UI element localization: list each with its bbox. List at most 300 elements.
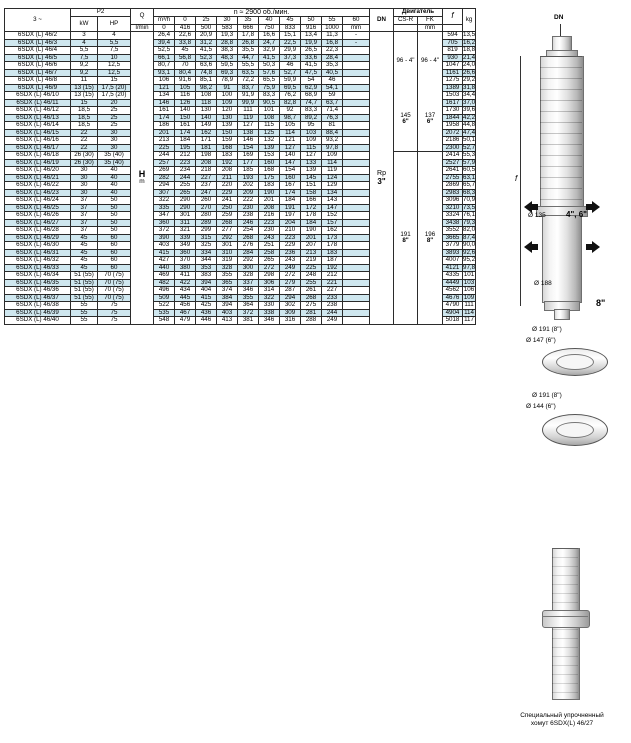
row-hp: 15: [98, 77, 131, 85]
csr-cell-1: [394, 32, 418, 152]
row-hp: 4: [98, 32, 131, 40]
row-q-2: 425: [196, 302, 217, 310]
row-q-8: 114: [322, 159, 343, 167]
row-kw: 15: [71, 99, 98, 107]
row-kg: 52,7: [463, 143, 476, 151]
row-q-1: 411: [175, 272, 196, 280]
row-q-2: 74,8: [196, 69, 217, 77]
row-hp: 12,5: [98, 62, 131, 70]
row-q-8: 93,2: [322, 137, 343, 145]
row-model: 6SDX (L) 46/8: [5, 77, 71, 85]
row-f: 1844: [443, 114, 463, 122]
row-q-0: 244: [154, 152, 175, 160]
row-q-8: 40,5: [322, 69, 343, 77]
motor-body: [542, 215, 582, 303]
row-q-7: 74,7: [301, 99, 322, 107]
row-hp: 70 (75): [98, 287, 131, 295]
row-f: 2869: [443, 182, 463, 190]
row-q-8: 124: [322, 174, 343, 182]
row-kw: 26 (30): [71, 152, 98, 160]
row-model: 6SDX (L) 46/26: [5, 212, 71, 220]
row-q-6: 29,9: [280, 47, 301, 55]
row-q-7: 62,9: [301, 84, 322, 92]
row-model: 6SDX (L) 46/29: [5, 234, 71, 242]
row-kg: 79,3: [463, 218, 476, 226]
row-q-6: 210: [280, 227, 301, 235]
row-kg: 70,9: [463, 196, 476, 204]
header-h: H: [138, 168, 146, 179]
row-q-5: 65,5: [259, 77, 280, 85]
row-q-7: 184: [301, 219, 322, 227]
row-f: 3552: [443, 227, 463, 235]
row-q-2: 325: [196, 242, 217, 250]
row-q-0: 121: [154, 84, 175, 92]
row-q-8: 35,3: [322, 62, 343, 70]
row-q-8: 152: [322, 212, 343, 220]
row-q-6: 46: [280, 62, 301, 70]
row-q-8: 227: [322, 287, 343, 295]
row-q-0: 161: [154, 107, 175, 115]
row-q-9: -: [343, 32, 370, 40]
row-q-1: 161: [175, 122, 196, 130]
row-hp: 50: [98, 212, 131, 220]
row-q-5: 160: [259, 159, 280, 167]
row-q-3: 159: [217, 137, 238, 145]
row-q-5: 314: [259, 287, 280, 295]
row-f: 1617: [443, 99, 463, 107]
row-f: 2983: [443, 189, 463, 197]
row-q-9: [343, 144, 370, 152]
row-q-6: 140: [280, 152, 301, 160]
specification-table: [4, 8, 476, 325]
row-f: 4904: [443, 309, 463, 317]
row-q-7: 225: [301, 264, 322, 272]
row-q-5: 57,6: [259, 69, 280, 77]
row-q-4: 83,7: [238, 84, 259, 92]
row-kg: 111: [464, 301, 474, 309]
row-q-5: 168: [259, 167, 280, 175]
row-q-7: 172: [301, 204, 322, 212]
row-model: 6SDX (L) 46/15: [5, 129, 71, 137]
row-q-3: 139: [217, 122, 238, 130]
row-hp: 40: [98, 182, 131, 190]
header-csr-mm: mm: [343, 24, 370, 32]
row-kg: 26,6: [463, 68, 476, 76]
dn-top-label: DN: [554, 14, 564, 21]
row-q-7: 158: [301, 189, 322, 197]
flange-drawing-1: [512, 326, 622, 380]
row-q-2: 149: [196, 122, 217, 130]
row-q-4: 292: [238, 257, 259, 265]
row-q-3: 120: [217, 107, 238, 115]
row-model: 6SDX (L) 46/13: [5, 114, 71, 122]
row-q-3: 220: [217, 182, 238, 190]
row-q-8: 157: [322, 219, 343, 227]
flange2-outer-diameter-label: Ø 191 (8"): [532, 392, 562, 399]
row-q-5: 83,3: [259, 92, 280, 100]
row-q-6: 114: [280, 129, 301, 137]
row-q-2: 446: [196, 317, 217, 325]
row-q-0: 440: [154, 264, 175, 272]
fk-cell-1: [418, 32, 443, 152]
row-kg: 92,6: [463, 248, 476, 256]
row-q-6: 121: [280, 137, 301, 145]
row-q-5: 223: [259, 219, 280, 227]
row-model: 6SDX (L) 46/6: [5, 62, 71, 70]
csr-val-2b: 8": [402, 237, 409, 245]
row-kw: 51 (55): [71, 272, 98, 280]
row-q-6: 294: [280, 294, 301, 302]
csr-val-2: 191: [400, 230, 411, 238]
table-row: [5, 32, 476, 40]
reinforced-clamp-drawing: [508, 548, 626, 708]
row-model: 6SDX (L) 46/5: [5, 54, 71, 62]
row-q-1: 234: [175, 167, 196, 175]
row-q-0: 522: [154, 302, 175, 310]
row-f: 705: [443, 39, 463, 47]
row-q-6: 174: [280, 189, 301, 197]
row-kw: 22: [71, 144, 98, 152]
row-kw: 45: [71, 234, 98, 242]
row-q-7: 13,4: [301, 32, 322, 40]
header-motor: Двигатель: [394, 9, 443, 17]
q2-col-1: 416: [175, 24, 196, 32]
row-q-7: 151: [301, 182, 322, 190]
row-f: 2300: [443, 144, 463, 152]
row-q-9: [343, 92, 370, 100]
row-q-8: 81: [322, 122, 343, 130]
row-model: 6SDX (L) 46/36: [5, 287, 71, 295]
row-q-2: 140: [196, 114, 217, 122]
row-q-7: 103: [301, 129, 322, 137]
q-col-2: 30: [217, 17, 238, 25]
row-hp: 50: [98, 204, 131, 212]
row-model: 6SDX (L) 46/12: [5, 107, 71, 115]
row-q-5: 41,5: [259, 54, 280, 62]
size-4-6-label: 4", 6": [566, 210, 587, 219]
row-q-8: 134: [322, 189, 343, 197]
row-q-3: 130: [217, 114, 238, 122]
pump-stage-lines: [540, 56, 582, 206]
q2-col-5: 750: [259, 24, 280, 32]
header-kg: kg: [463, 9, 476, 32]
row-q-4: 55,5: [238, 62, 259, 70]
clamp-caption-line2: хомут 6SDX(L) 46/27: [530, 720, 594, 728]
row-q-6: 249: [280, 264, 301, 272]
header-fk: FK: [418, 17, 443, 25]
row-q-2: 130: [196, 107, 217, 115]
row-q-7: 219: [301, 257, 322, 265]
row-kw: 30: [71, 174, 98, 182]
row-q-5: 101: [259, 107, 280, 115]
row-q-5: 251: [259, 242, 280, 250]
row-f: 4007: [443, 257, 463, 265]
row-q-1: 140: [175, 107, 196, 115]
row-q-3: 28,8: [217, 39, 238, 47]
row-q-0: 201: [154, 129, 175, 137]
row-q-6: 191: [280, 204, 301, 212]
row-q-9: [343, 84, 370, 92]
row-q-1: 255: [175, 182, 196, 190]
row-q-6: 92: [280, 107, 301, 115]
row-q-3: 59,5: [217, 62, 238, 70]
row-q-1: 22,6: [175, 32, 196, 40]
row-q-0: 52,5: [154, 47, 175, 55]
row-q-2: 353: [196, 264, 217, 272]
row-q-6: 197: [280, 212, 301, 220]
row-f: 4562: [443, 287, 463, 295]
row-q-5: 75,9: [259, 84, 280, 92]
row-q-5: 265: [259, 257, 280, 265]
row-q-6: 76,2: [280, 92, 301, 100]
row-hp: 25: [98, 114, 131, 122]
row-q-0: 93,1: [154, 69, 175, 77]
row-q-2: 208: [196, 159, 217, 167]
row-q-9: [343, 77, 370, 85]
row-q-4: 284: [238, 249, 259, 257]
row-q-1: 290: [175, 204, 196, 212]
row-q-7: 268: [301, 294, 322, 302]
row-q-6: 98,7: [280, 114, 301, 122]
row-q-1: 360: [175, 249, 196, 257]
row-q-9: [343, 62, 370, 70]
row-q-0: 390: [154, 234, 175, 242]
row-q-0: 146: [154, 99, 175, 107]
row-model: 6SDX (L) 46/14: [5, 122, 71, 130]
row-q-6: 223: [280, 234, 301, 242]
row-model: 6SDX (L) 46/4: [5, 47, 71, 55]
row-model: 6SDX (L) 46/34: [5, 272, 71, 280]
row-q-3: 100: [217, 92, 238, 100]
row-q-3: 365: [217, 279, 238, 287]
row-q-1: 45: [175, 47, 196, 55]
row-q-3: 48,3: [217, 54, 238, 62]
row-q-4: 230: [238, 204, 259, 212]
row-hp: 17,5 (20): [98, 84, 131, 92]
row-q-8: 71,4: [322, 107, 343, 115]
row-q-6: 272: [280, 272, 301, 280]
row-q-4: 300: [238, 264, 259, 272]
row-q-8: 238: [322, 302, 343, 310]
row-q-6: 69,5: [280, 84, 301, 92]
row-q-8: 22,3: [322, 47, 343, 55]
flow-arrow-right-2: [586, 240, 600, 258]
row-kg: 82,0: [463, 226, 476, 234]
row-q-0: 403: [154, 242, 175, 250]
row-q-0: 322: [154, 197, 175, 205]
row-q-7: 41,5: [301, 62, 322, 70]
q2-col-8: 1000: [322, 24, 343, 32]
row-hp: 30: [98, 144, 131, 152]
row-kg: 13,5: [463, 31, 476, 39]
row-f: 4790: [443, 302, 463, 310]
row-f: 1047: [443, 62, 463, 70]
row-q-8: 178: [322, 242, 343, 250]
row-f: 1161: [443, 69, 463, 77]
row-q-0: 548: [154, 317, 175, 325]
row-q-4: 381: [238, 317, 259, 325]
row-hp: 40: [98, 174, 131, 182]
row-q-5: 115: [259, 122, 280, 130]
row-q-3: 384: [217, 294, 238, 302]
row-kg: 68,3: [463, 188, 476, 196]
fk-cell-2: [418, 152, 443, 325]
row-model: 6SDX (L) 46/38: [5, 302, 71, 310]
row-q-7: 127: [301, 152, 322, 160]
row-hp: 12,5: [98, 69, 131, 77]
row-q-2: 247: [196, 189, 217, 197]
row-q-9: -: [343, 39, 370, 47]
row-hp: 10: [98, 54, 131, 62]
row-q-2: 181: [196, 144, 217, 152]
row-q-6: 22,5: [280, 39, 301, 47]
dn-top-2: 96 - 4": [420, 57, 440, 65]
row-kw: 30: [71, 182, 98, 190]
row-kw: 55: [71, 317, 98, 325]
row-kg: 57,9: [463, 158, 476, 166]
row-q-4: 91,9: [238, 92, 259, 100]
row-q-1: 105: [175, 84, 196, 92]
row-hp: 75: [98, 302, 131, 310]
row-kw: 9,2: [71, 62, 98, 70]
row-kw: 13 (15): [71, 84, 98, 92]
row-kw: 37: [71, 197, 98, 205]
row-hp: 25: [98, 107, 131, 115]
q2-col-7: 916: [301, 24, 322, 32]
q2-col-6: 833: [280, 24, 301, 32]
row-q-4: 119: [238, 114, 259, 122]
row-q-1: 311: [175, 219, 196, 227]
row-q-5: 175: [259, 174, 280, 182]
diameter-188-label: Ø 188: [534, 280, 552, 287]
row-q-5: 216: [259, 212, 280, 220]
row-q-4: 177: [238, 159, 259, 167]
header-f: f: [443, 9, 463, 25]
row-q-3: 301: [217, 242, 238, 250]
row-kg: 114: [464, 308, 474, 316]
row-q-2: 299: [196, 227, 217, 235]
row-q-8: 63,7: [322, 99, 343, 107]
row-f: 3438: [443, 219, 463, 227]
row-hp: 60: [98, 234, 131, 242]
row-kw: 9,2: [71, 69, 98, 77]
row-q-3: 374: [217, 287, 238, 295]
fk-val-1: 137: [424, 111, 436, 119]
row-kg: 42,2: [463, 113, 476, 121]
row-q-6: 204: [280, 219, 301, 227]
row-kw: 3: [71, 32, 98, 40]
row-kg: 65,7: [463, 181, 476, 189]
row-q-2: 315: [196, 234, 217, 242]
row-kg: 34,4: [463, 91, 476, 99]
row-model: 6SDX (L) 46/3: [5, 39, 71, 47]
header-q: Q: [131, 9, 154, 25]
row-q-4: 355: [238, 294, 259, 302]
row-q-4: 72,2: [238, 77, 259, 85]
row-q-4: 328: [238, 272, 259, 280]
q-col-4: 40: [259, 17, 280, 25]
row-q-5: 243: [259, 234, 280, 242]
row-kg: 101: [463, 271, 475, 279]
row-kg: 95,2: [463, 256, 476, 264]
row-q-4: 26,8: [238, 39, 259, 47]
row-kg: 24,0: [463, 61, 476, 69]
row-kw: 11: [71, 77, 98, 85]
row-q-7: 33,6: [301, 54, 322, 62]
row-f: 5018: [443, 317, 463, 325]
q2-col-3: 583: [217, 24, 238, 32]
row-hp: 60: [98, 264, 131, 272]
row-q-6: 229: [280, 242, 301, 250]
row-q-3: 319: [217, 257, 238, 265]
row-q-4: 185: [238, 167, 259, 175]
dn-rp-size: 3": [377, 176, 386, 186]
row-f: 3210: [443, 204, 463, 212]
row-q-4: 111: [238, 107, 259, 115]
row-q-2: 260: [196, 197, 217, 205]
row-kw: 13 (15): [71, 92, 98, 100]
row-q-6: 243: [280, 257, 301, 265]
row-q-3: 38,3: [217, 47, 238, 55]
row-q-7: 109: [301, 137, 322, 145]
row-q-6: 154: [280, 167, 301, 175]
row-q-9: [343, 242, 370, 250]
row-q-5: 190: [259, 189, 280, 197]
row-q-5: 32,9: [259, 47, 280, 55]
row-q-3: 394: [217, 302, 238, 310]
row-q-8: 97,8: [322, 144, 343, 152]
row-q-1: 80,4: [175, 69, 196, 77]
row-q-0: 66,1: [154, 54, 175, 62]
row-model: 6SDX (L) 46/19: [5, 159, 71, 167]
row-kg: 37,0: [463, 98, 476, 106]
row-kw: 7,5: [71, 54, 98, 62]
row-q-6: 82,8: [280, 99, 301, 107]
row-q-1: 321: [175, 227, 196, 235]
row-hp: 50: [98, 227, 131, 235]
row-model: 6SDX (L) 46/21: [5, 174, 71, 182]
row-q-9: [343, 69, 370, 77]
flange1-inner-diameter-label: Ø 147 (6"): [526, 337, 556, 344]
row-q-2: 218: [196, 167, 217, 175]
row-hp: 50: [98, 197, 131, 205]
q-col-6: 50: [301, 17, 322, 25]
row-q-2: 108: [196, 92, 217, 100]
row-q-0: 39,4: [154, 39, 175, 47]
row-kw: 18,5: [71, 122, 98, 130]
row-kg: 31,8: [463, 83, 476, 91]
row-q-6: 52,7: [280, 69, 301, 77]
fk-val-2: 196: [424, 230, 436, 238]
row-kg: 29,2: [463, 76, 476, 84]
row-q-2: 162: [196, 129, 217, 137]
row-kw: 37: [71, 219, 98, 227]
row-q-5: 24,7: [259, 39, 280, 47]
row-kg: 87,4: [463, 233, 476, 241]
flange2-inner-diameter-label: Ø 144 (6"): [526, 403, 556, 410]
row-hp: 70 (75): [98, 272, 131, 280]
row-q-4: 202: [238, 182, 259, 190]
row-q-4: 138: [238, 129, 259, 137]
row-q-8: 183: [322, 249, 343, 257]
row-q-3: 192: [217, 159, 238, 167]
row-q-0: 509: [154, 294, 175, 302]
row-q-1: 184: [175, 137, 196, 145]
row-f: 594: [443, 32, 463, 40]
row-q-1: 56,8: [175, 54, 196, 62]
flow-arrow-left-2: [524, 240, 538, 258]
row-q-1: 422: [175, 279, 196, 287]
